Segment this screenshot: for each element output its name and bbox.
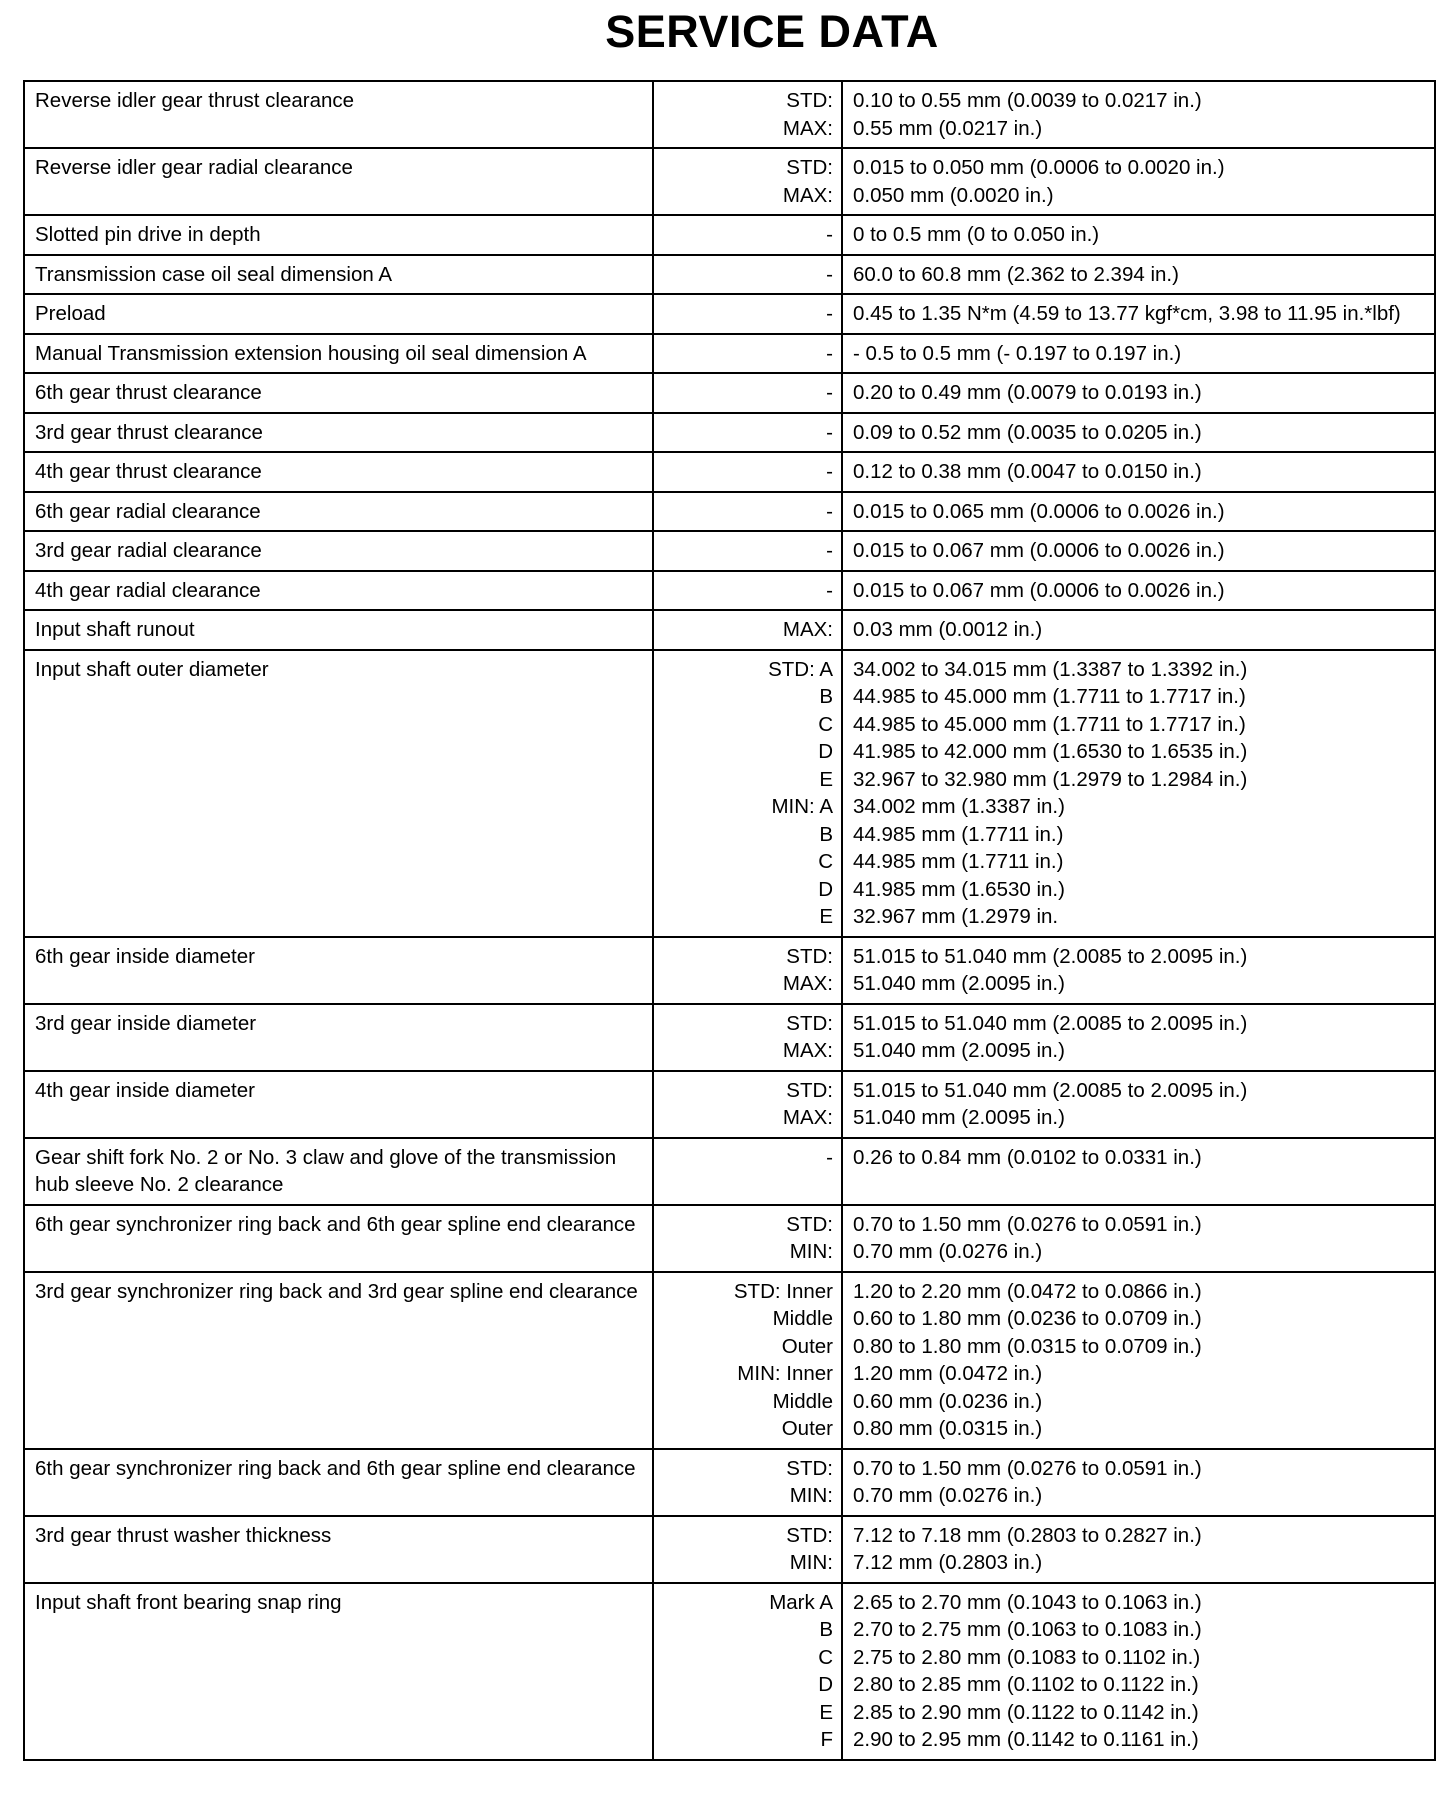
spec-label-cell [653,294,842,334]
spec-item-name: 4th gear thrust clearance [24,452,653,492]
spec-value-cell [842,1004,1435,1071]
spec-label-cell [653,1272,842,1449]
spec-label-cell [653,1516,842,1583]
spec-value: 0.12 to 0.38 mm (0.0047 to 0.0150 in.) [853,460,1202,483]
spec-label: E [819,1700,833,1724]
spec-value: 44.985 mm (1.7711 in.) [853,850,1064,873]
spec-value-cell [842,1449,1435,1516]
spec-value-cell [842,255,1435,295]
spec-label: Mark A [769,1590,833,1614]
spec-row [24,215,1435,255]
spec-row [24,492,1435,532]
spec-value: 32.967 mm (1.2979 in. [853,905,1059,928]
spec-value: 2.85 to 2.90 mm (0.1122 to 0.1142 in.) [853,1700,1199,1724]
spec-label: MIN: A [771,795,833,818]
spec-row [24,294,1435,334]
spec-label-cell [653,571,842,611]
spec-value: 34.002 to 34.015 mm (1.3387 to 1.3392 in.) [853,657,1248,681]
spec-label: Middle [772,1307,833,1330]
spec-value: 51.015 to 51.040 mm (2.0085 to 2.0095 in.) [853,944,1248,968]
spec-label-cell [653,215,842,255]
spec-row [24,452,1435,492]
spec-label: - [826,499,833,523]
spec-value: 0.09 to 0.52 mm (0.0035 to 0.0205 in.) [853,420,1202,444]
spec-value: 0.10 to 0.55 mm (0.0039 to 0.0217 in.) [853,89,1202,112]
spec-value: 32.967 to 32.980 mm (1.2979 to 1.2984 in.) [853,767,1248,791]
spec-label-cell [653,1004,842,1071]
spec-label: - [826,223,833,246]
spec-value-cell [842,610,1435,650]
spec-label-cell [653,1583,842,1760]
spec-value: 41.985 to 42.000 mm (1.6530 to 1.6535 in.) [853,740,1248,763]
spec-label: MAX: [782,183,833,207]
spec-label-cell [653,373,842,413]
spec-label: MAX: [782,1106,833,1129]
spec-item-name: 3rd gear inside diameter [24,1004,653,1071]
spec-label-cell [653,1449,842,1516]
spec-row [24,571,1435,611]
spec-value: 0.015 to 0.067 mm (0.0006 to 0.0026 in.) [853,578,1225,602]
spec-label-cell [653,1205,842,1272]
spec-item-name: Preload [24,294,653,334]
spec-label: MIN: Inner [737,1362,833,1385]
spec-value-cell [842,650,1435,937]
spec-row [24,334,1435,374]
spec-label: - [826,460,833,483]
spec-item-name: 4th gear inside diameter [24,1071,653,1138]
spec-value: 41.985 mm (1.6530 in.) [853,877,1065,901]
spec-row [24,531,1435,571]
spec-value-cell [842,531,1435,571]
spec-value: 44.985 mm (1.7711 in.) [853,822,1064,846]
spec-value-cell [842,1071,1435,1138]
spec-item-name: 4th gear radial clearance [24,571,653,611]
spec-label-cell [653,610,842,650]
spec-label: C [818,1645,833,1669]
spec-value-cell [842,373,1435,413]
spec-item-name: Transmission case oil seal dimension A [24,255,653,295]
spec-value: 0.45 to 1.35 N*m (4.59 to 13.77 kgf*cm, 3.98 to 11.95 in.*lbf) [853,302,1401,325]
spec-value: 2.80 to 2.85 mm (0.1102 to 0.1122 in.) [853,1673,1199,1696]
spec-item-name: 3rd gear thrust washer thickness [24,1516,653,1583]
spec-label: MIN: [789,1551,833,1574]
service-data-table-body [24,81,1435,1760]
spec-value: 0.60 to 1.80 mm (0.0236 to 0.0709 in.) [853,1307,1202,1330]
page-title: SERVICE DATA [605,6,939,57]
spec-label-cell [653,1138,842,1205]
spec-item-name: 6th gear thrust clearance [24,373,653,413]
spec-value: 0.55 mm (0.0217 in.) [853,116,1043,140]
spec-label: C [818,850,833,873]
spec-value: 2.90 to 2.95 mm (0.1142 to 0.1161 in.) [853,1728,1199,1751]
spec-value-cell [842,215,1435,255]
spec-item-name: 6th gear synchronizer ring back and 6th gear spline end clearance [24,1449,653,1516]
spec-label: D [818,740,833,763]
spec-row [24,373,1435,413]
spec-value: 0.26 to 0.84 mm (0.0102 to 0.0331 in.) [853,1145,1202,1169]
spec-value-cell [842,492,1435,532]
spec-label: - [826,341,833,365]
spec-row [24,937,1435,1004]
spec-value: 51.040 mm (2.0095 in.) [853,972,1065,995]
spec-label: - [826,262,833,286]
spec-label-cell [653,1071,842,1138]
spec-label: - [826,1145,833,1169]
spec-label: D [818,1673,833,1696]
spec-value: 44.985 to 45.000 mm (1.7711 to 1.7717 in.) [853,712,1246,736]
spec-label-cell [653,255,842,295]
spec-value: 51.040 mm (2.0095 in.) [853,1039,1065,1062]
spec-label-cell [653,148,842,215]
spec-label: - [826,420,833,444]
spec-label: B [819,685,833,708]
spec-label-cell [653,334,842,374]
spec-value: 2.75 to 2.80 mm (0.1083 to 0.1102 in.) [853,1645,1201,1669]
spec-label: MIN: [789,1240,833,1263]
spec-value: 44.985 to 45.000 mm (1.7711 to 1.7717 in.) [853,685,1246,708]
spec-label-cell [653,531,842,571]
spec-label: F [820,1728,833,1751]
spec-value: 0.03 mm (0.0012 in.) [853,618,1043,641]
spec-value: 1.20 to 2.20 mm (0.0472 to 0.0866 in.) [853,1279,1202,1303]
spec-label: STD: [786,944,833,968]
spec-label: Outer [781,1417,833,1440]
spec-item-name: 6th gear inside diameter [24,937,653,1004]
spec-label-cell [653,413,842,453]
spec-label: STD: [786,1523,833,1547]
spec-item-name: 6th gear radial clearance [24,492,653,532]
spec-label: Middle [772,1389,833,1413]
spec-value: 0.015 to 0.065 mm (0.0006 to 0.0026 in.) [853,499,1225,523]
spec-value: 60.0 to 60.8 mm (2.362 to 2.394 in.) [853,262,1179,286]
spec-label: - [826,578,833,602]
spec-item-name: Reverse idler gear thrust clearance [24,81,653,148]
spec-value-cell [842,937,1435,1004]
spec-value: 0.050 mm (0.0020 in.) [853,183,1054,207]
spec-label: C [818,712,833,736]
spec-row [24,1583,1435,1760]
spec-value-cell [842,571,1435,611]
spec-value: 0.70 to 1.50 mm (0.0276 to 0.0591 in.) [853,1456,1202,1480]
spec-value: 51.015 to 51.040 mm (2.0085 to 2.0095 in.) [853,1011,1248,1035]
spec-item-name: 3rd gear synchronizer ring back and 3rd gear spline end clearance [24,1272,653,1449]
spec-label: STD: [786,1078,833,1102]
spec-value-cell [842,1272,1435,1449]
spec-label-cell [653,452,842,492]
spec-label: B [819,1618,833,1641]
spec-label: STD: [786,89,833,112]
spec-value: - 0.5 to 0.5 mm (- 0.197 to 0.197 in.) [853,341,1182,365]
spec-value-cell [842,1205,1435,1272]
spec-value: 7.12 mm (0.2803 in.) [853,1551,1043,1574]
spec-label-cell [653,650,842,937]
spec-label-cell [653,492,842,532]
spec-value-cell [842,413,1435,453]
spec-item-name: Manual Transmission extension housing oil seal dimension A [24,334,653,374]
spec-item-name: Slotted pin drive in depth [24,215,653,255]
spec-label: STD: Inner [733,1279,833,1303]
spec-label: E [819,767,833,791]
spec-row [24,1272,1435,1449]
spec-value-cell [842,1516,1435,1583]
spec-row [24,1516,1435,1583]
spec-item-name: Gear shift fork No. 2 or No. 3 claw and glove of the transmission hub sleeve No. 2 clearance [24,1138,653,1205]
spec-item-name: Input shaft outer diameter [24,650,653,937]
spec-label: - [826,302,833,325]
spec-row [24,1071,1435,1138]
spec-value-cell [842,294,1435,334]
spec-item-name: 6th gear synchronizer ring back and 6th gear spline end clearance [24,1205,653,1272]
spec-label: MAX: [782,116,833,140]
spec-value-cell [842,1583,1435,1760]
spec-label: D [818,877,833,901]
spec-value: 34.002 mm (1.3387 in.) [853,795,1065,818]
spec-value: 1.20 mm (0.0472 in.) [853,1362,1043,1385]
spec-row [24,1138,1435,1205]
spec-row [24,255,1435,295]
spec-row [24,650,1435,937]
spec-value-cell [842,452,1435,492]
spec-label: - [826,381,833,404]
spec-label: - [826,539,833,562]
spec-value: 7.12 to 7.18 mm (0.2803 to 0.2827 in.) [853,1523,1202,1547]
spec-item-name: Input shaft front bearing snap ring [24,1583,653,1760]
spec-value: 0.20 to 0.49 mm (0.0079 to 0.0193 in.) [853,381,1202,404]
spec-label: MAX: [782,618,833,641]
spec-value-cell [842,148,1435,215]
spec-label: E [819,905,833,928]
spec-value: 0.80 to 1.80 mm (0.0315 to 0.0709 in.) [853,1334,1202,1358]
spec-row [24,81,1435,148]
spec-row [24,1004,1435,1071]
spec-value: 51.015 to 51.040 mm (2.0085 to 2.0095 in.) [853,1078,1248,1102]
spec-value: 0.70 to 1.50 mm (0.0276 to 0.0591 in.) [853,1212,1202,1236]
spec-label: Outer [781,1334,833,1358]
spec-label: STD: [786,1011,833,1035]
spec-row [24,148,1435,215]
spec-value-cell [842,334,1435,374]
service-data-table [23,80,1436,1761]
spec-label: STD: [786,156,833,179]
spec-row [24,1449,1435,1516]
spec-value: 2.70 to 2.75 mm (0.1063 to 0.1083 in.) [853,1618,1202,1641]
spec-item-name: 3rd gear thrust clearance [24,413,653,453]
spec-label: STD: A [768,657,833,681]
spec-value: 0.60 mm (0.0236 in.) [853,1389,1043,1413]
spec-value: 2.65 to 2.70 mm (0.1043 to 0.1063 in.) [853,1590,1202,1614]
spec-value: 51.040 mm (2.0095 in.) [853,1106,1065,1129]
spec-label: STD: [786,1212,833,1236]
spec-value-cell [842,1138,1435,1205]
spec-label: MIN: [789,1484,833,1507]
spec-value-cell [842,81,1435,148]
spec-label-cell [653,81,842,148]
spec-value: 0.015 to 0.050 mm (0.0006 to 0.0020 in.) [853,156,1225,179]
spec-item-name: Input shaft runout [24,610,653,650]
spec-label: B [819,822,833,846]
spec-row [24,413,1435,453]
spec-label: MAX: [782,1039,833,1062]
spec-value: 0.70 mm (0.0276 in.) [853,1484,1043,1507]
spec-value: 0 to 0.5 mm (0 to 0.050 in.) [853,223,1100,246]
spec-label: MAX: [782,972,833,995]
spec-row [24,1205,1435,1272]
spec-label-cell [653,937,842,1004]
spec-value: 0.70 mm (0.0276 in.) [853,1240,1043,1263]
spec-label: STD: [786,1456,833,1480]
spec-item-name: 3rd gear radial clearance [24,531,653,571]
spec-row [24,610,1435,650]
spec-value: 0.015 to 0.067 mm (0.0006 to 0.0026 in.) [853,539,1225,562]
spec-item-name: Reverse idler gear radial clearance [24,148,653,215]
spec-value: 0.80 mm (0.0315 in.) [853,1417,1043,1440]
